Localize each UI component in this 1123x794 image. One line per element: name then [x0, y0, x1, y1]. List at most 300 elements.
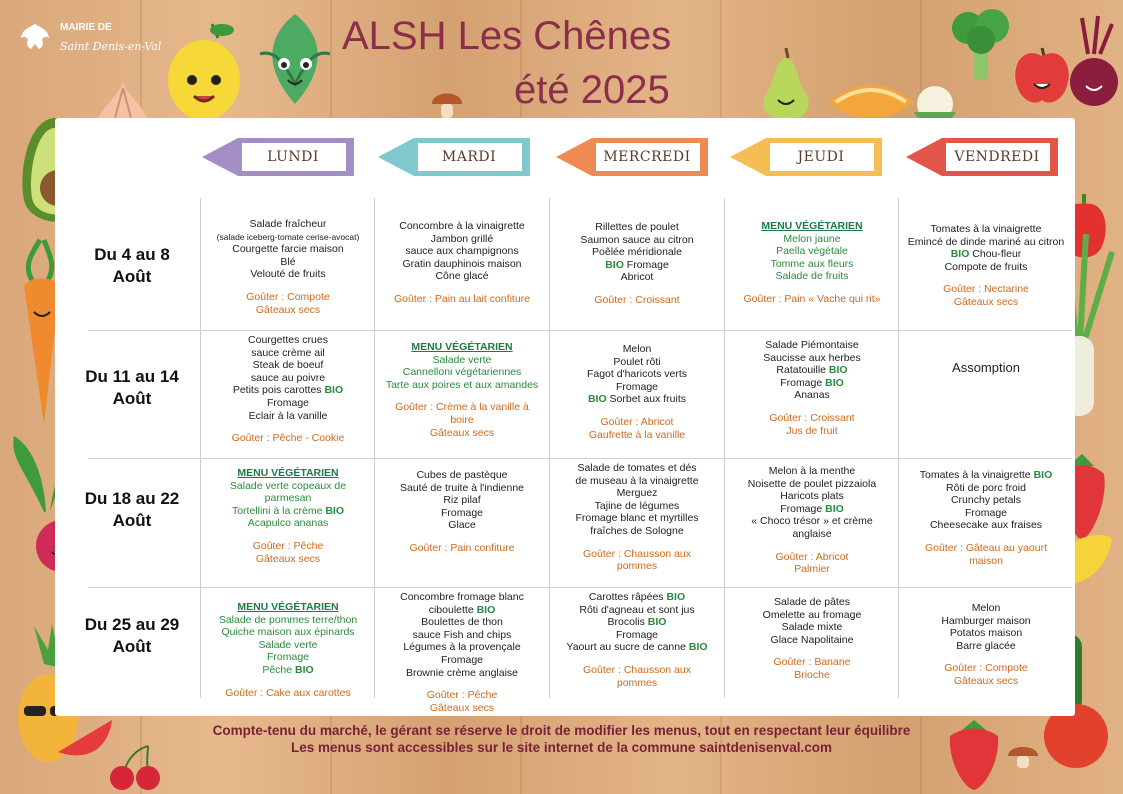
menu-item-text: fraîches de Sologne [590, 524, 684, 537]
menu-item-text: Goûter : Pêche - Cookie [231, 432, 345, 445]
menu-line [376, 689, 548, 702]
line-spacer [202, 281, 374, 291]
menu-cell-week1-jeudi [726, 220, 898, 306]
day-label: MARDI [441, 149, 497, 165]
menu-item-text: Paella végétale [776, 245, 848, 258]
menu-item-text: Tomates à la vinaigrette [930, 223, 1042, 235]
menu-line [551, 221, 723, 234]
menu-item-text: Fromage blanc et myrtilles [575, 512, 699, 525]
menu-line [376, 366, 548, 379]
menu-item-text: Goûter : Compote [246, 290, 330, 303]
menu-item-text: Yaourt au sucre de canne [566, 641, 689, 654]
menu-item-text: Gâteaux secs [953, 674, 1019, 687]
week-label-2 [68, 366, 196, 410]
menu-line [726, 220, 898, 233]
menu-line [376, 629, 548, 642]
day-label: LUNDI [267, 149, 319, 165]
menu-item-text: Salade de tomates et dés [577, 462, 697, 474]
bio-label: BIO [825, 502, 844, 515]
logo-line1: MAIRIE DE [60, 22, 112, 33]
menu-line [376, 469, 548, 482]
week-month: Août [112, 511, 152, 530]
day-label: JEUDI [797, 149, 845, 165]
menu-cell-week3-mardi [376, 469, 548, 555]
artichoke-icon [250, 4, 340, 119]
menu-item-text: Fagot d'haricots verts [586, 368, 688, 381]
grid-divider [724, 198, 725, 698]
menu-item-text: Assomption [952, 360, 1020, 375]
menu-item-text: Omelette au fromage [762, 608, 862, 621]
menu-item-text: MENU VÉGÉTARIEN [237, 601, 339, 613]
menu-item-text: Goûter : Cake aux carottes [225, 686, 351, 699]
menu-line [726, 490, 898, 503]
grid-divider [88, 587, 1072, 588]
menu-item-text: sauce Fish and chips [412, 628, 512, 641]
line-spacer [376, 391, 548, 401]
menu-item-text: Légumes à la provençale [403, 641, 521, 654]
bio-label: BIO [828, 364, 848, 377]
menu-line [376, 482, 548, 495]
menu-line [202, 664, 374, 677]
menu-line [551, 591, 723, 604]
bio-label: BIO [688, 641, 708, 654]
day-header-mardi [378, 138, 530, 176]
menu-item-text: Goûter : Chausson aux [583, 547, 691, 560]
menu-item-text: Velouté de fruits [250, 268, 326, 281]
menu-item-text: Melon [622, 343, 652, 355]
menu-item-text: maison [969, 554, 1003, 567]
menu-line [726, 352, 898, 365]
menu-line [726, 339, 898, 352]
week-month: Août [112, 267, 152, 286]
menu-line [202, 397, 374, 410]
menu-item-text: Goûter : Compote [944, 662, 1028, 675]
bio-label: BIO [666, 591, 686, 603]
menu-item-text: Barre glacée [956, 639, 1016, 652]
line-spacer [202, 530, 374, 540]
line-spacer [726, 283, 898, 293]
menu-line [551, 677, 723, 690]
menu-item-text: Tarte aux poires et aux amandes [385, 378, 539, 391]
menu-line [900, 640, 1072, 653]
menu-item-text: Riz pilaf [443, 494, 481, 507]
menu-item-text: Cannelloni végétariennes [402, 366, 522, 379]
menu-item-text: Courgette farcie maison [232, 243, 344, 256]
menu-cell-week4-jeudi [726, 596, 898, 682]
menu-line [726, 270, 898, 283]
menu-item-text: Fromage [440, 653, 483, 666]
menu-line [376, 427, 548, 440]
menu-line [376, 507, 548, 520]
menu-line [726, 245, 898, 258]
menu-line [202, 626, 374, 639]
menu-line [202, 384, 374, 397]
menu-line [202, 687, 374, 700]
menu-item-text: Merguez [616, 487, 658, 500]
menu-item-text: Rôti de porc froid [946, 481, 1026, 494]
line-spacer [900, 652, 1072, 662]
menu-item-text: Sauté de truite à l'indienne [399, 481, 524, 494]
menu-item-text: Pêche [262, 663, 296, 676]
menu-item-text: Blé [280, 255, 296, 268]
menu-line [376, 414, 548, 427]
menu-item-text: Tortellini à la crème [231, 504, 326, 517]
menu-item-text: Potatos maison [949, 627, 1023, 640]
bio-label: BIO [605, 258, 624, 271]
menu-cell-week1-vendredi [900, 223, 1072, 309]
menu-cell-week1-lundi [202, 218, 374, 316]
grid-divider [88, 458, 1072, 459]
menu-item-text: pommes [616, 560, 658, 573]
line-spacer [202, 677, 374, 687]
page-subtitle: été 2025 [514, 68, 670, 112]
menu-line [900, 223, 1072, 236]
menu-item-text: Carottes râpées [588, 591, 667, 603]
menu-item-text: Saumon sauce au citron [580, 233, 694, 246]
menu-line [376, 667, 548, 680]
menu-item-text: Glace Napolitaine [770, 633, 854, 646]
menu-item-text: Crunchy petals [950, 494, 1022, 507]
menu-item-text: Goûter : Pêche [426, 689, 498, 702]
bio-label: BIO [295, 663, 314, 676]
menu-item-text: Rôti d'agneau et sont jus [579, 603, 695, 616]
menu-item-text: Salade mixte [781, 621, 843, 634]
menu-line [202, 432, 374, 445]
week-month: Août [112, 637, 152, 656]
menu-item-text: Hamburger maison [941, 614, 1031, 627]
menu-item-text: Goûter : Abricot [600, 415, 674, 428]
menu-line [551, 356, 723, 369]
menu-item-text: Melon jaune [783, 232, 841, 245]
menu-line [551, 368, 723, 381]
menu-item-text: Fromage [266, 651, 309, 664]
menu-item-text: Fromage [440, 506, 483, 519]
menu-item-text: Salade de fruits [775, 270, 849, 283]
menu-line [376, 233, 548, 246]
menu-item-text: Palmier [794, 563, 830, 576]
logo-line2: Saint Denis-en-Val [60, 40, 162, 53]
menu-cell-week3-vendredi [900, 469, 1072, 567]
menu-item-text: Emincé de dinde mariné au citron [907, 235, 1065, 248]
grid-divider [898, 198, 899, 698]
menu-item-text: Salade verte [258, 638, 318, 651]
menu-line [726, 669, 898, 682]
menu-item-text: sauce au poivre [250, 371, 326, 384]
day-header-jeudi [730, 138, 882, 176]
menu-line [202, 601, 374, 614]
menu-item-text: MENU VÉGÉTARIEN [411, 341, 513, 353]
menu-line [726, 478, 898, 491]
menu-line [551, 629, 723, 642]
menu-item-text: Ratatouille [776, 364, 829, 377]
line-spacer [726, 541, 898, 551]
line-spacer [726, 402, 898, 412]
menu-line [202, 359, 374, 372]
menu-item-text: Sorbet aux fruits [606, 393, 687, 406]
menu-line [726, 596, 898, 609]
menu-item-text: Goûter : Pain « Vache qui rit» [743, 292, 881, 305]
menu-line [900, 296, 1072, 309]
week-range: Du 4 au 8 [94, 245, 170, 264]
menu-line [900, 236, 1072, 249]
menu-line [551, 616, 723, 629]
menu-item-text: Melon à la menthe [768, 465, 856, 477]
menu-item-text: Fromage [780, 502, 826, 515]
menu-item-text: Gâteaux secs [429, 426, 495, 439]
menu-item-text: Concombre à la vinaigrette [399, 220, 525, 232]
page-title: ALSH Les Chênes [342, 14, 672, 58]
menu-line [551, 259, 723, 272]
menu-item-text: MENU VÉGÉTARIEN [761, 220, 863, 232]
menu-line [202, 304, 374, 317]
menu-line [900, 519, 1072, 532]
menu-item-text: Salade de pâtes [774, 596, 850, 608]
menu-line [376, 494, 548, 507]
menu-line [900, 675, 1072, 688]
grid-divider [374, 198, 375, 698]
bio-label: BIO [950, 248, 970, 261]
menu-line [551, 500, 723, 513]
menu-line [551, 294, 723, 307]
menu-item-text: ciboulette [428, 603, 477, 616]
menu-line [726, 503, 898, 516]
menu-item-text: Salade de pommes terre/thon [218, 613, 358, 626]
menu-line [726, 609, 898, 622]
menu-item-text: Salade verte copeaux de [229, 479, 347, 492]
menu-line [551, 381, 723, 394]
grid-divider [549, 198, 550, 698]
menu-item-text: Goûter : Croissant [594, 293, 680, 306]
menu-item-text: Goûter : Pain au lait confiture [394, 292, 530, 305]
menu-item-text: Abricot [620, 271, 654, 284]
menu-line [202, 334, 374, 347]
menu-line [726, 656, 898, 669]
menu-line [900, 615, 1072, 628]
menu-item-text: Jus de fruit [786, 424, 838, 437]
menu-line [376, 379, 548, 392]
line-spacer [551, 538, 723, 548]
menu-cell-week2-mercredi [551, 343, 723, 441]
menu-cell-week3-mercredi [551, 462, 723, 573]
pear-icon [756, 44, 816, 122]
footer-website: Les menus sont accessibles sur le site internet de la commune saintdenisenval.com [291, 740, 832, 755]
week-label-1 [68, 244, 196, 288]
menu-item-text: Salade Piémontaise [765, 339, 859, 351]
menu-line [202, 517, 374, 530]
menu-item-text: Tomme aux fleurs [770, 257, 854, 270]
menu-item-text: Fromage [780, 376, 826, 389]
menu-line [202, 553, 374, 566]
grid-divider [200, 198, 201, 698]
menu-item-text: Steak de boeuf [252, 359, 324, 372]
menu-line [202, 540, 374, 553]
menu-line [202, 291, 374, 304]
menu-item-text: Gâteaux secs [953, 295, 1019, 308]
beet-icon [1064, 14, 1122, 118]
day-header-lundi [202, 138, 354, 176]
menu-cell-week3-jeudi [726, 465, 898, 576]
day-label: VENDREDI [954, 149, 1040, 165]
menu-line [551, 641, 723, 654]
menu-cell-week3-lundi [202, 467, 374, 565]
menu-line [551, 416, 723, 429]
menu-cell-week2-jeudi [726, 339, 898, 437]
menu-item-text: Cheesecake aux fraises [929, 519, 1043, 532]
menu-line [726, 634, 898, 647]
bio-label: BIO [324, 384, 344, 397]
week-label-3 [68, 488, 196, 532]
menu-line [551, 548, 723, 561]
menu-item-text: Gratin dauphinois maison [402, 257, 522, 270]
bio-label: BIO [647, 616, 667, 629]
menu-item-text: Fromage [623, 258, 669, 271]
menu-item-text: Goûter : Abricot [775, 550, 849, 563]
menu-item-text: Gâteaux secs [429, 701, 495, 714]
menu-cell-week1-mardi [376, 220, 548, 306]
menu-line [376, 542, 548, 555]
menu-item-text: pommes [616, 676, 658, 689]
menu-line [202, 480, 374, 493]
menu-line [900, 362, 1072, 375]
menu-line [376, 616, 548, 629]
menu-item-text: Tomates à la vinaigrette [919, 469, 1034, 481]
day-header-mercredi [556, 138, 708, 176]
menu-line [202, 243, 374, 256]
menu-item-text: Goûter : Gâteau au yaourt [925, 541, 1047, 554]
menu-cell-week4-mardi [376, 591, 548, 714]
menu-line [376, 354, 548, 367]
menu-line [202, 268, 374, 281]
menu-item-text: MENU VÉGÉTARIEN [237, 467, 339, 479]
menu-line [726, 563, 898, 576]
menu-item-text: Cône glacé [435, 270, 489, 283]
line-spacer [376, 283, 548, 293]
menu-line [726, 258, 898, 271]
menu-item-text: Poêlée méridionale [592, 246, 682, 259]
menu-item-text: Brownie crème anglaise [405, 666, 519, 679]
menu-line [900, 283, 1072, 296]
menu-line [551, 246, 723, 259]
menu-item-text: Goûter : Pain confiture [409, 541, 515, 554]
menu-cell-week1-mercredi [551, 221, 723, 307]
menu-line [202, 372, 374, 385]
grid-divider [88, 330, 1072, 331]
line-spacer [900, 532, 1072, 542]
menu-line [551, 393, 723, 406]
menu-item-text: Salade verte [432, 353, 492, 366]
menu-line [900, 494, 1072, 507]
menu-item-text: Fromage [266, 396, 309, 409]
menu-line [376, 293, 548, 306]
menu-item-text: Ananas [794, 389, 830, 402]
menu-line [202, 505, 374, 518]
line-spacer [551, 654, 723, 664]
menu-item-text: Fromage [615, 628, 658, 641]
menu-line [900, 248, 1072, 261]
menu-line [726, 233, 898, 246]
menu-item-text: Acapulco ananas [247, 517, 329, 530]
menu-line [551, 343, 723, 356]
menu-item-text: sauce aux champignons [405, 245, 519, 258]
menu-item-text: Cubes de pastèque [416, 469, 508, 481]
menu-line [376, 604, 548, 617]
menu-line [726, 621, 898, 634]
mushroom-icon [428, 86, 466, 120]
menu-item-text: Boulettes de thon [421, 616, 503, 629]
line-spacer [726, 646, 898, 656]
menu-line [202, 231, 374, 244]
line-spacer [900, 273, 1072, 283]
menu-line [551, 512, 723, 525]
menu-item-text: Noisette de poulet pizzaiola [747, 477, 877, 490]
menu-item-text: Rillettes de poulet [595, 221, 679, 233]
menu-cell-week4-mercredi [551, 591, 723, 689]
menu-item-text: Concombre fromage blanc [400, 591, 524, 603]
menu-line [376, 258, 548, 271]
menu-line [202, 614, 374, 627]
day-header-vendredi [906, 138, 1058, 176]
menu-item-text: de museau à la vinaigrette [575, 474, 699, 487]
menu-line [551, 525, 723, 538]
bio-label: BIO [825, 376, 844, 389]
menu-line [551, 664, 723, 677]
menu-item-text: Courgettes crues [248, 334, 328, 346]
menu-line [900, 555, 1072, 568]
menu-line [726, 528, 898, 541]
menu-line [900, 482, 1072, 495]
menu-item-text: Goûter : Banane [773, 656, 851, 669]
menu-item-text: Goûter : Croissant [769, 411, 855, 424]
bio-label: BIO [1033, 469, 1053, 481]
menu-item-text: Gâteaux secs [255, 303, 321, 316]
menu-line [726, 515, 898, 528]
menu-item-text: Brioche [794, 668, 830, 681]
menu-item-text: boire [450, 413, 474, 426]
menu-line [726, 293, 898, 306]
menu-line [376, 245, 548, 258]
menu-line [376, 519, 548, 532]
line-spacer [376, 679, 548, 689]
menu-line [202, 651, 374, 664]
week-label-4 [68, 614, 196, 658]
menu-line [726, 551, 898, 564]
menu-cell-week2-lundi [202, 334, 374, 445]
menu-item-text: Goûter : Nectarine [943, 283, 1029, 296]
menu-line [551, 604, 723, 617]
menu-item-text: Saucisse aux herbes [763, 351, 861, 364]
menu-item-text: Jambon grillé [430, 232, 494, 245]
oak-leaf-icon [18, 22, 52, 52]
menu-line [900, 662, 1072, 675]
menu-item-text: Compote de fruits [944, 260, 1028, 273]
menu-line [376, 591, 548, 604]
day-label: MERCREDI [603, 149, 691, 165]
menu-item-text: Fromage [964, 506, 1007, 519]
menu-line [376, 702, 548, 715]
bio-label: BIO [476, 603, 496, 616]
menu-item-text: Goûter : Chausson aux [583, 663, 691, 676]
menu-item-text: sauce crème ail [251, 346, 325, 359]
menu-item-text: Chou-fleur [969, 248, 1022, 261]
menu-line [551, 462, 723, 475]
line-spacer [202, 422, 374, 432]
menu-item-text: Fromage [615, 380, 658, 393]
line-spacer [376, 532, 548, 542]
menu-item-text: Goûter : Pêche [252, 539, 324, 552]
menu-line [900, 602, 1072, 615]
menu-item-text: Petits pois carottes [232, 384, 325, 397]
line-spacer [551, 406, 723, 416]
